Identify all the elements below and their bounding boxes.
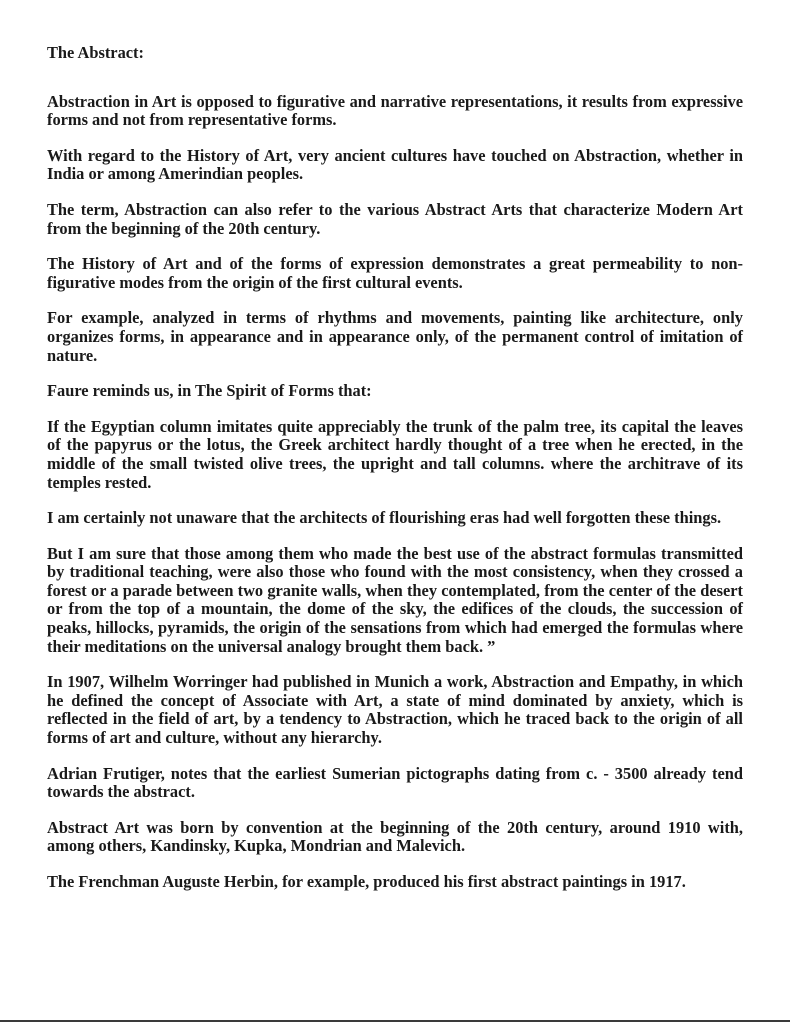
paragraph-architects: I am certainly not unaware that the architects of flourishing eras had well forgotten these things. bbox=[47, 508, 722, 528]
document-body bbox=[47, 44, 743, 909]
paragraph-rhythms-movements: For example, analyzed in terms of rhythms and movements, painting like architecture, only organizes forms, in appearance and in appearance only, of the permanent control of imitation of nature. bbox=[47, 308, 743, 365]
paragraph-faure-intro: Faure reminds us, in The Spirit of Forms that: bbox=[47, 381, 372, 401]
paragraph-abstraction-definition: Abstraction in Art is opposed to figurative and narrative representations, it results from expressive forms and not from representative forms. bbox=[47, 91, 743, 130]
paragraph-egyptian-column: If the Egyptian column imitates quite appreciably the trunk of the palm tree, its capital the leaves of the papyrus or the lotus, the Greek architect hardly thought of a tree when he erected, in the middle of the small twisted olive trees, the upright and tall columns. where the architrave of its temples rested. bbox=[47, 416, 743, 492]
paragraph-ancient-cultures: With regard to the History of Art, very ancient cultures have touched on Abstraction, whether in India or among Amerindian peoples. bbox=[47, 145, 743, 184]
document-heading: The Abstract: bbox=[47, 43, 144, 62]
paragraph-abstract-formulas: But I am sure that those among them who made the best use of the abstract formulas transmitted by traditional teaching, were also those who found with the most consistency, when they crossed a forest or a parade between two granite walls, when they contemplated, from the center of the desert or from the top of a mountain, the dome of the sky, the edifices of the clouds, the succession of peaks, hillocks, pyramids, the origin of the sensations from which had emerged the formulas where their meditations on the universal analogy brought them back. ” bbox=[47, 543, 743, 656]
paragraph-abstract-art-born: Abstract Art was born by convention at the beginning of the 20th century, around 1910 with, among others, Kandinsky, Kupka, Mondrian and Malevich. bbox=[47, 817, 743, 856]
paragraph-worringer: In 1907, Wilhelm Worringer had published in Munich a work, Abstraction and Empathy, in which he defined the concept of Associate with Art, a state of mind dominated by anxiety, which is reflected in the field of art, by a tendency to Abstraction, which he traced back to the origin of all forms of art and culture, without any hierarchy. bbox=[47, 672, 743, 748]
paragraph-frutiger: Adrian Frutiger, notes that the earliest Sumerian pictographs dating from c. - 3500 already tend towards the abstract. bbox=[47, 763, 743, 802]
page-bottom-divider bbox=[0, 1020, 790, 1022]
paragraph-herbin: The Frenchman Auguste Herbin, for example, produced his first abstract paintings in 1917. bbox=[47, 872, 686, 891]
paragraph-permeability: The History of Art and of the forms of expression demonstrates a great permeability to non-figurative modes from the origin of the first cultural events. bbox=[47, 254, 743, 292]
paragraph-abstract-arts: The term, Abstraction can also refer to the various Abstract Arts that characterize Modern Art from the beginning of the 20th century. bbox=[47, 199, 743, 238]
